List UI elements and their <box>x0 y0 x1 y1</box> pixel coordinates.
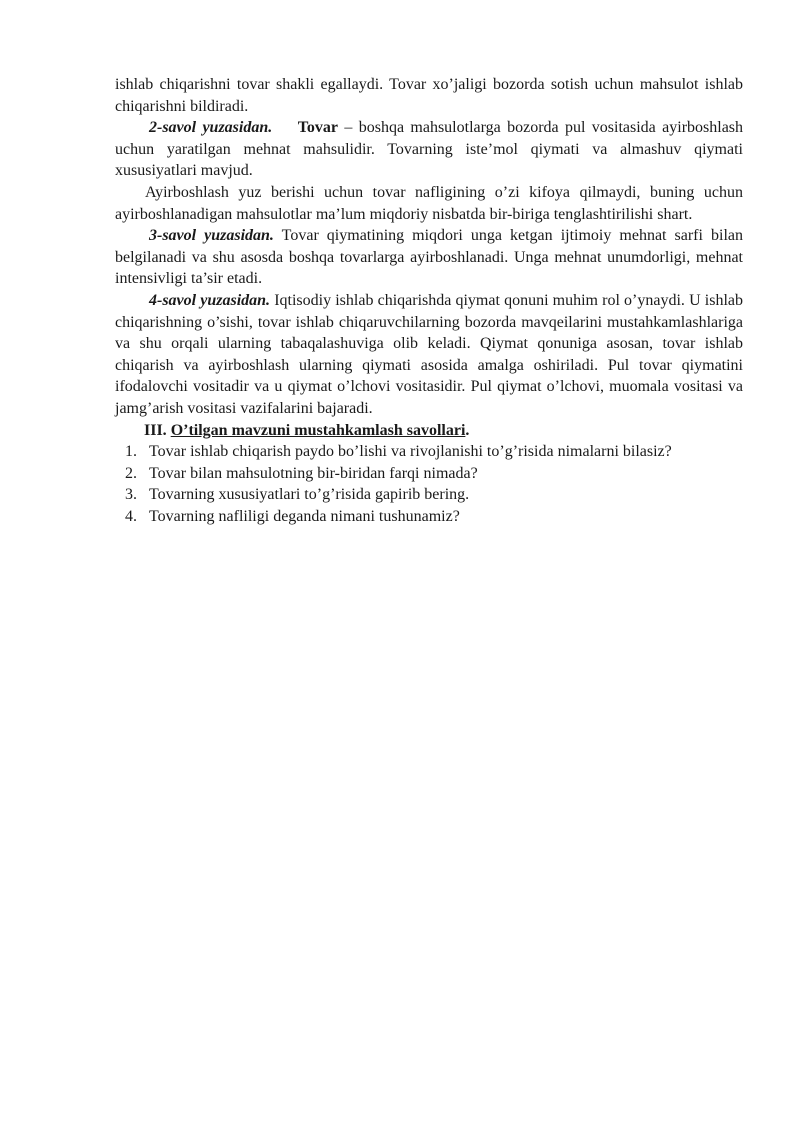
term-tovar: Tovar <box>297 119 339 137</box>
question-2-text: – boshqa mahsulotlarga bozorda pul vositasida ayirboshlash uchun yaratilgan mehnat mahsulidir. Tovarning iste’mol qiymati va almashuv qiymati xususiyatlari mavjud. <box>115 119 744 180</box>
paragraph-intro <box>115 74 743 117</box>
paragraph-question-3 <box>115 225 743 290</box>
document-page <box>115 74 743 527</box>
list-item-text: Tovarning nafliligi deganda nimani tushunamiz? <box>149 507 460 525</box>
list-item-number: 2. <box>125 464 137 482</box>
paragraph-intro-text: ishlab chiqarishni tovar shakli egallaydi. Tovar xo’jaligi bozorda sotish uchun mahsulot ishlab chiqarishni bildiradi. <box>115 76 743 115</box>
list-item <box>115 463 743 485</box>
review-questions-list <box>115 441 743 527</box>
paragraph-question-2 <box>115 117 743 182</box>
question-2-lead: 2-savol yuzasidan. <box>149 119 273 137</box>
section-title-end: . <box>465 421 470 439</box>
list-item-number: 1. <box>125 443 137 461</box>
list-item-text: Tovarning xususiyatlari to’g’risida gapirib bering. <box>149 486 470 504</box>
question-3-text: Tovar qiymatining miqdori unga ketgan ijtimoiy mehnat sarfi bilan belgilanadi va shu asosda boshqa tovarlarga ayirboshlanadi. Unga mehnat unumdorligi, mehnat intensivligi ta’sir etadi. <box>115 227 743 288</box>
question-3-lead: 3-savol yuzasidan. <box>149 227 274 245</box>
question-4-lead: 4-savol yuzasidan. <box>149 291 271 309</box>
list-item-number: 3. <box>125 486 137 504</box>
list-item <box>115 484 743 506</box>
list-item <box>115 506 743 528</box>
list-item-number: 4. <box>125 507 137 525</box>
list-item <box>115 441 743 463</box>
paragraph-exchange-text: Ayirboshlash yuz berishi uchun tovar nafligining o’zi kifoya qilmaydi, buning uchun ayirboshlanadigan mahsulotlar ma’lum miqdoriy nisbatda bir-biriga tenglashtirilishi shart. <box>115 183 743 223</box>
list-item-text: Tovar bilan mahsulotning bir-biridan farqi nimada? <box>149 464 478 482</box>
question-4-text: Iqtisodiy ishlab chiqarishda qiymat qonuni muhim rol o’ynaydi. U ishlab chiqarishning o’sishi, tovar ishlab chiqaruvchilarning bozorda mavqeilarini mustahkamlashlariga va shu orqali ularning tabaqalashuviga olib keladi. Qiymat qonuniga asosan, tovar ishlab chiqarish va ayirboshlash ularning qiymati asosida amalga oshiriladi. Pul tovar qiymatini ifodalovchi vositadir va u qiymat o’lchovi vositasidir. Pul qiymat o’lchovi, muomala vositasi va jamg’arish vositasi vazifalarini bajaradi. <box>115 291 743 417</box>
paragraph-exchange <box>115 182 743 225</box>
section-heading <box>115 420 743 442</box>
section-numeral: III. <box>144 421 171 439</box>
paragraph-question-4 <box>115 290 743 420</box>
section-title: O’tilgan mavzuni mustahkamlash savollari <box>170 421 466 439</box>
list-item-text: Tovar ishlab chiqarish paydo bo’lishi va rivojlanishi to’g’risida nimalarni bilasiz? <box>149 443 672 461</box>
